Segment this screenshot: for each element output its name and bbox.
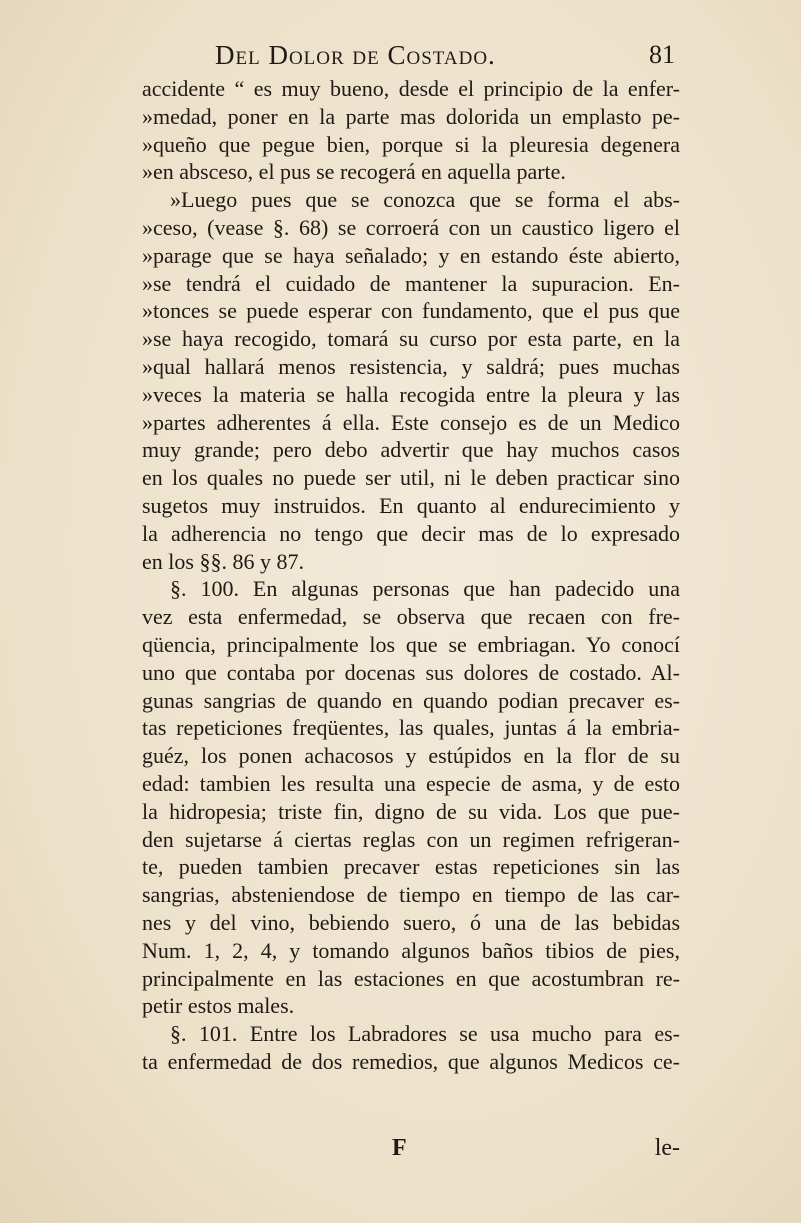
text-line: petir estos males. xyxy=(142,993,295,1019)
text-line: qüencia, principalmente los que se embriagan. Yo conocí xyxy=(142,631,680,657)
text-line: »en absceso, el pus se recogerá en aquella parte. xyxy=(142,159,566,185)
text-line: »parage que se haya señalado; y en estando éste abierto, xyxy=(142,242,680,268)
text-line: en los quales no puede ser util, ni le deben practicar sino xyxy=(142,465,680,491)
text-line: »ceso, (vease §. 68) se corroerá con un caustico ligero el xyxy=(142,214,680,240)
text-line: te, pueden tambien precaver estas repeticiones sin las xyxy=(142,854,680,880)
running-title: Del Dolor de Costado. xyxy=(215,40,496,70)
text-line: den sujetarse á ciertas reglas con un regimen refrigeran- xyxy=(142,826,680,852)
text-line: sangrias, absteniendose de tiempo en tiempo de las car- xyxy=(142,882,680,908)
text-line: §. 100. En algunas personas que han padecido una xyxy=(170,576,680,602)
text-line: muy grande; pero debo advertir que hay muchos casos xyxy=(142,437,680,463)
text-line: »se haya recogido, tomará su curso por esta parte, en la xyxy=(142,326,680,352)
page-header xyxy=(215,40,675,70)
text-line: »veces la materia se halla recogida entre la pleura y las xyxy=(142,381,680,407)
text-line: vez esta enfermedad, se observa que recaen con fre- xyxy=(142,604,680,630)
text-line: la adherencia no tengo que decir mas de lo expresado xyxy=(142,520,680,546)
text-line: Num. 1, 2, 4, y tomando algunos baños tibios de pies, xyxy=(142,937,680,963)
page-number: 81 xyxy=(649,40,675,69)
text-line: »Luego pues que se conozca que se forma el abs- xyxy=(170,187,680,213)
text-line: principalmente en las estaciones en que acostumbran re- xyxy=(142,965,680,991)
text-line: »qual hallará menos resistencia, y saldrá; pues muchas xyxy=(142,353,680,379)
text-line: en los §§. 86 y 87. xyxy=(142,548,304,574)
text-line: guéz, los ponen achacosos y estúpidos en la flor de su xyxy=(142,743,680,769)
body-text xyxy=(142,75,680,1076)
text-line: ta enfermedad de dos remedios, que algunos Medicos ce- xyxy=(142,1048,680,1074)
text-line: uno que contaba por docenas sus dolores de costado. Al- xyxy=(142,659,680,685)
text-line: »tonces se puede esperar con fundamento, que el pus que xyxy=(142,298,680,324)
text-line: »queño que pegue bien, porque si la pleuresia degenera xyxy=(142,131,680,157)
text-line: sugetos muy instruidos. En quanto al endurecimiento y xyxy=(142,492,680,518)
signature-mark: F xyxy=(392,1135,407,1161)
text-line: »se tendrá el cuidado de mantener la supuracion. En- xyxy=(142,270,680,296)
text-line: tas repeticiones freqüentes, las quales, juntas á la embria- xyxy=(142,715,680,741)
text-line: nes y del vino, bebiendo suero, ó una de las bebidas xyxy=(142,909,680,935)
text-line: §. 101. Entre los Labradores se usa mucho para es- xyxy=(170,1021,680,1047)
text-line: »partes adherentes á ella. Este consejo es de un Medico xyxy=(142,409,680,435)
text-line: edad: tambien les resulta una especie de asma, y de esto xyxy=(142,770,680,796)
text-line: gunas sangrias de quando en quando podian precaver es- xyxy=(142,687,680,713)
text-line: accidente “ es muy bueno, desde el principio de la enfer- xyxy=(142,76,680,101)
page-footer xyxy=(142,1135,680,1165)
text-line: la hidropesia; triste fin, digno de su vida. Los que pue- xyxy=(142,798,680,824)
catchword: le- xyxy=(654,1135,680,1161)
text-line: »medad, poner en la parte mas dolorida un emplasto pe- xyxy=(142,103,680,129)
